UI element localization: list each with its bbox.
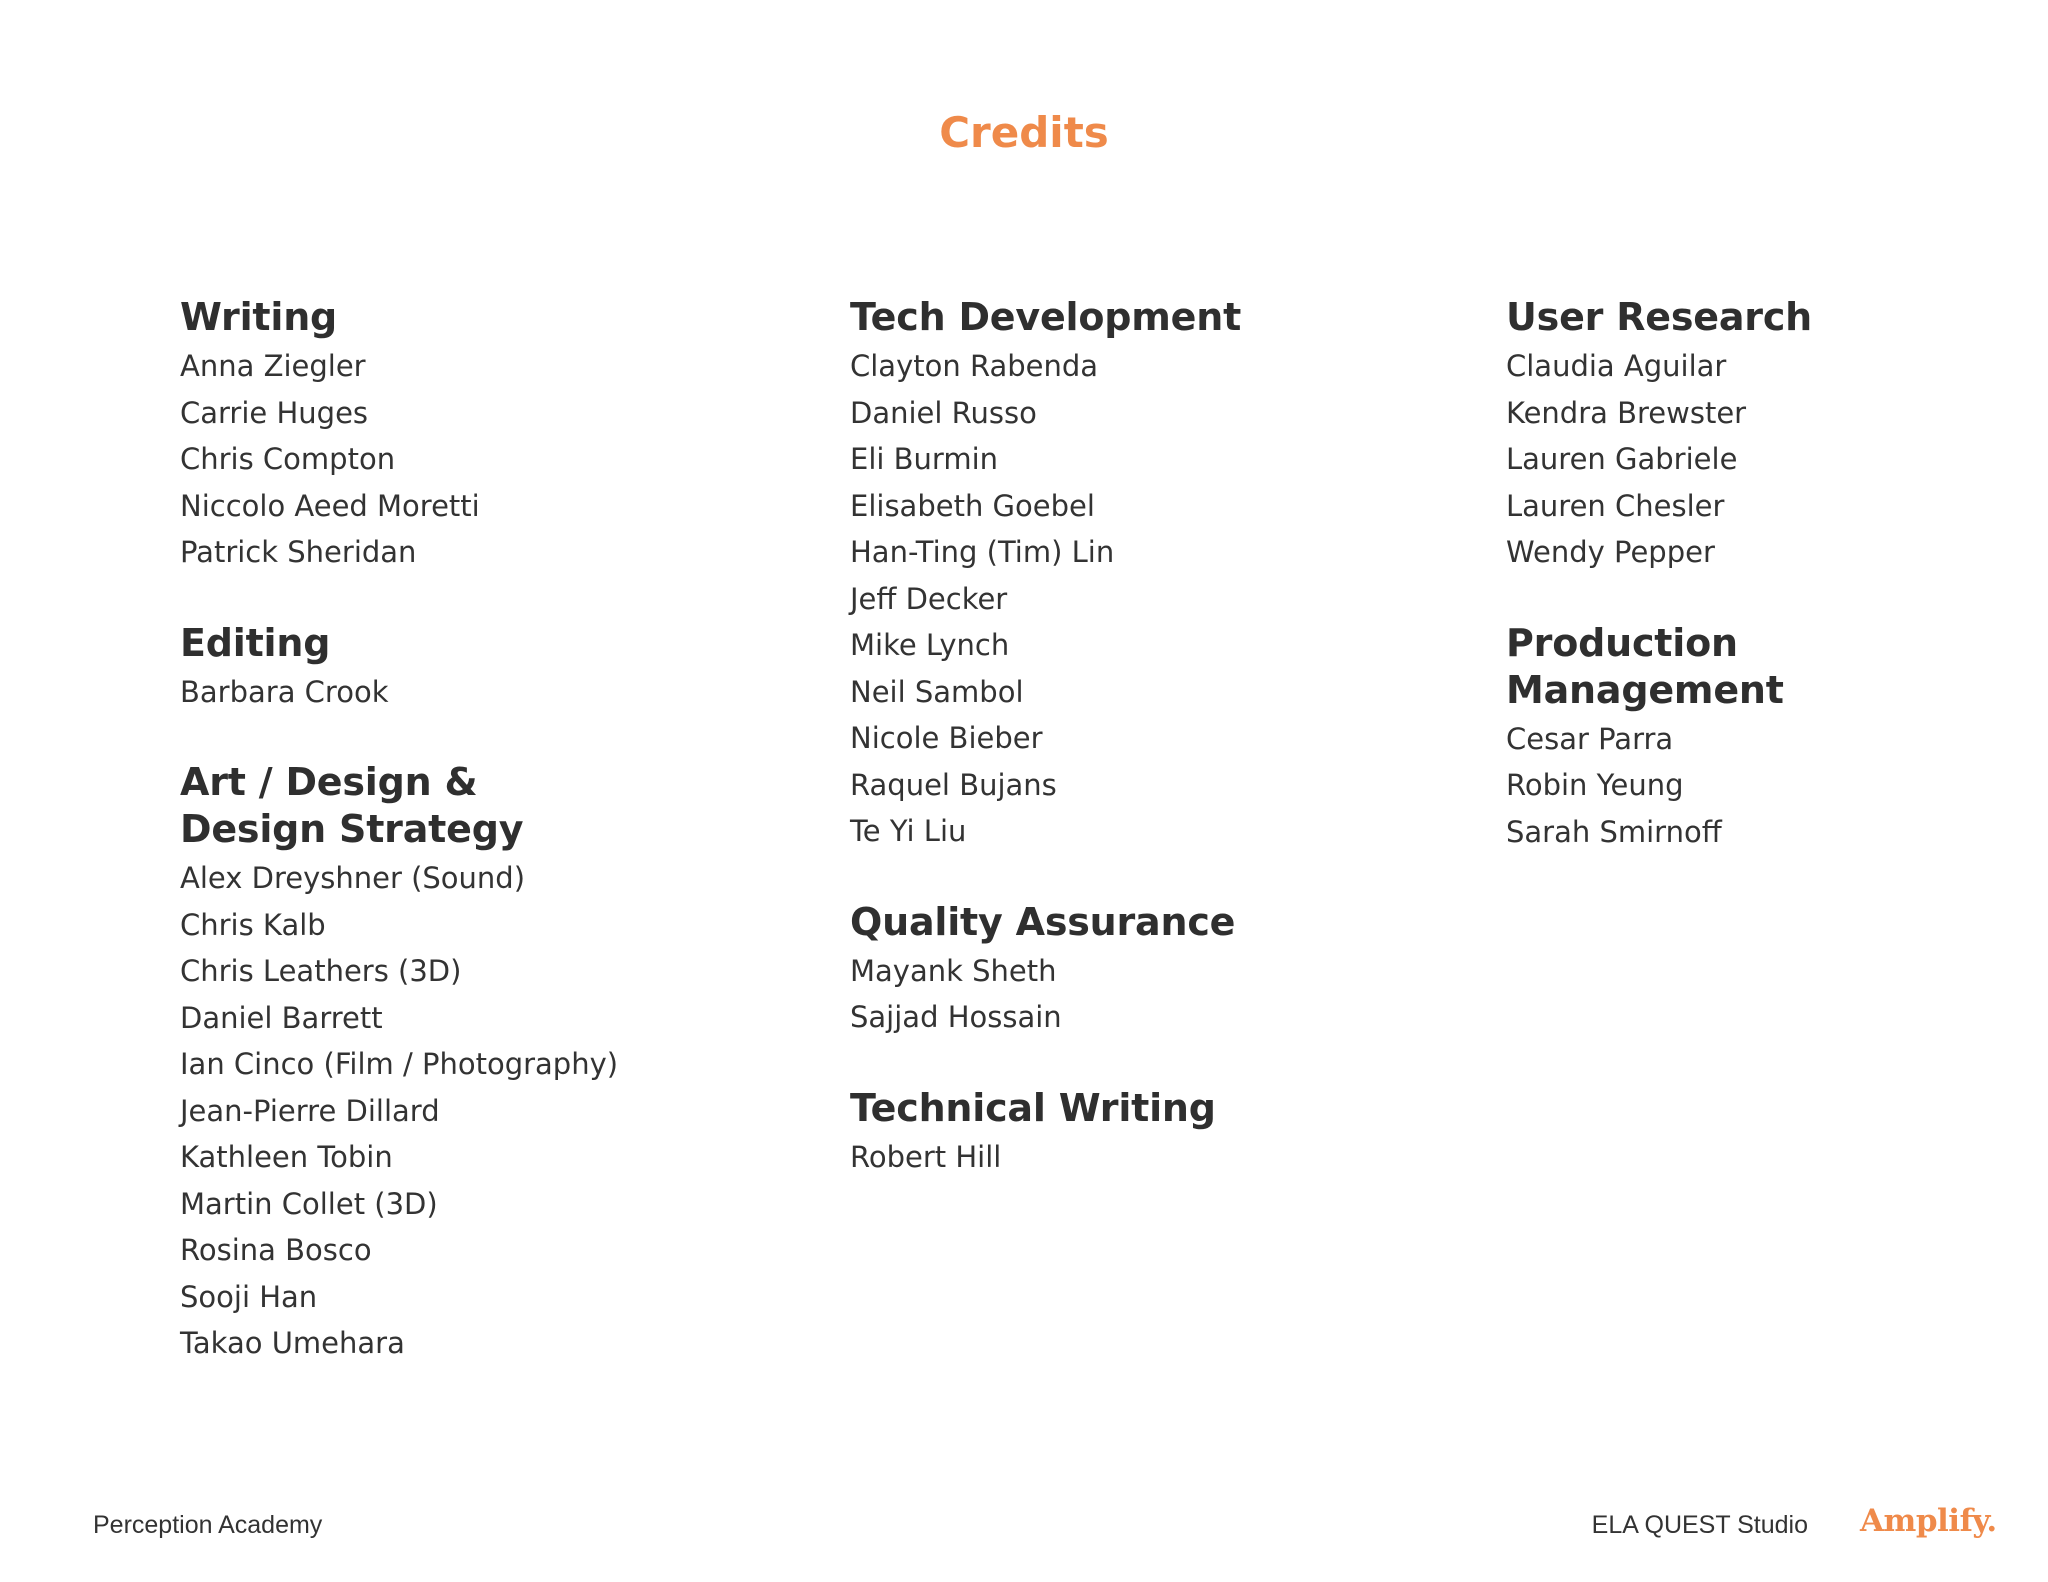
credits-section — [180, 759, 800, 1367]
section-heading — [1506, 294, 2026, 341]
section-heading — [180, 620, 800, 667]
credit-name: Raquel Bujans — [850, 767, 1057, 802]
credit-name: Sooji Han — [180, 1279, 318, 1314]
section-heading — [850, 294, 1470, 341]
section-heading-line: User Research — [1506, 295, 1813, 339]
section-heading-line: Writing — [180, 295, 338, 339]
credit-name: Takao Umehara — [180, 1326, 405, 1360]
credit-name: Eli Burmin — [850, 442, 999, 476]
credit-name: Neil Sambol — [850, 674, 1024, 709]
credit-name-list — [850, 1134, 1470, 1181]
credit-name: Lauren Gabriele — [1506, 442, 1738, 476]
credit-name: Elisabeth Goebel — [850, 488, 1095, 523]
credits-section — [1506, 294, 2026, 576]
credit-name: Daniel Barrett — [180, 1000, 383, 1035]
section-heading-line: Art / Design & — [180, 760, 478, 804]
credit-name: Robin Yeung — [1506, 768, 1684, 802]
section-heading — [850, 899, 1470, 946]
credit-name: Chris Kalb — [180, 907, 326, 942]
section-heading-line: Tech Development — [850, 295, 1242, 339]
credit-name: Robert Hill — [850, 1139, 1002, 1174]
credit-name: Ian Cinco (Film / Photography) — [180, 1047, 619, 1081]
credit-name: Daniel Russo — [850, 395, 1037, 430]
section-heading-line: Quality Assurance — [850, 899, 1236, 944]
credit-name: Jeff Decker — [850, 581, 1008, 616]
credit-name-list — [180, 855, 800, 1367]
credit-name: Claudia Aguilar — [1506, 349, 1727, 383]
credit-name: Clayton Rabenda — [850, 349, 1099, 383]
footer-studio-name: ELA QUEST Studio — [1591, 1511, 1808, 1539]
credit-name-list — [180, 343, 800, 576]
section-heading — [180, 759, 800, 853]
credit-name: Nicole Bieber — [850, 721, 1043, 755]
credit-name: Rosina Bosco — [180, 1233, 372, 1267]
amplify-logo: Amplify. — [1860, 1503, 1997, 1539]
credit-name: Chris Leathers (3D) — [180, 954, 462, 988]
credit-name: Mayank Sheth — [850, 953, 1057, 988]
credit-name-list — [1506, 343, 2026, 576]
credit-name: Barbara Crook — [180, 674, 389, 709]
credit-name-list — [180, 669, 800, 716]
credits-section — [850, 1085, 1470, 1181]
section-heading-line: Management — [1506, 667, 1784, 712]
section-heading-line: Technical Writing — [850, 1085, 1216, 1130]
credits-section — [850, 294, 1470, 855]
credits-column-1 — [180, 294, 800, 1411]
credit-name-list — [1506, 716, 2026, 856]
credit-name: Wendy Pepper — [1506, 535, 1715, 569]
credits-column-3 — [1506, 294, 2026, 899]
credits-section — [180, 620, 800, 716]
credit-name: Niccolo Aeed Moretti — [180, 488, 480, 523]
credit-name: Patrick Sheridan — [180, 535, 417, 569]
credit-name: Carrie Huges — [180, 395, 369, 430]
credit-name: Mike Lynch — [850, 628, 1010, 662]
credit-name: Te Yi Liu — [850, 814, 967, 848]
credit-name: Han-Ting (Tim) Lin — [850, 535, 1115, 569]
section-heading-line: Editing — [180, 620, 331, 665]
credits-section — [850, 899, 1470, 1041]
section-heading-line: Production — [1506, 620, 1738, 665]
section-heading-line: Design Strategy — [180, 807, 524, 851]
credit-name: Alex Dreyshner (Sound) — [180, 861, 526, 895]
credit-name-list — [850, 948, 1470, 1041]
credit-name: Kathleen Tobin — [180, 1140, 393, 1174]
credit-name: Sarah Smirnoff — [1506, 814, 1722, 849]
credit-name: Chris Compton — [180, 442, 396, 476]
credit-name: Anna Ziegler — [180, 349, 366, 383]
section-heading — [850, 1085, 1470, 1132]
page-title: Credits — [939, 108, 1109, 157]
section-heading — [180, 294, 800, 341]
credit-name: Kendra Brewster — [1506, 395, 1747, 430]
credits-column-2 — [850, 294, 1470, 1224]
footer-product-name: Perception Academy — [93, 1511, 323, 1539]
credit-name: Cesar Parra — [1506, 721, 1674, 756]
credit-name: Martin Collet (3D) — [180, 1186, 438, 1221]
section-heading — [1506, 620, 2026, 714]
credit-name: Sajjad Hossain — [850, 1000, 1062, 1034]
credit-name: Jean-Pierre Dillard — [180, 1093, 440, 1128]
credit-name-list — [850, 343, 1470, 855]
credits-section — [180, 294, 800, 576]
credit-name: Lauren Chesler — [1506, 488, 1725, 523]
credits-section — [1506, 620, 2026, 856]
